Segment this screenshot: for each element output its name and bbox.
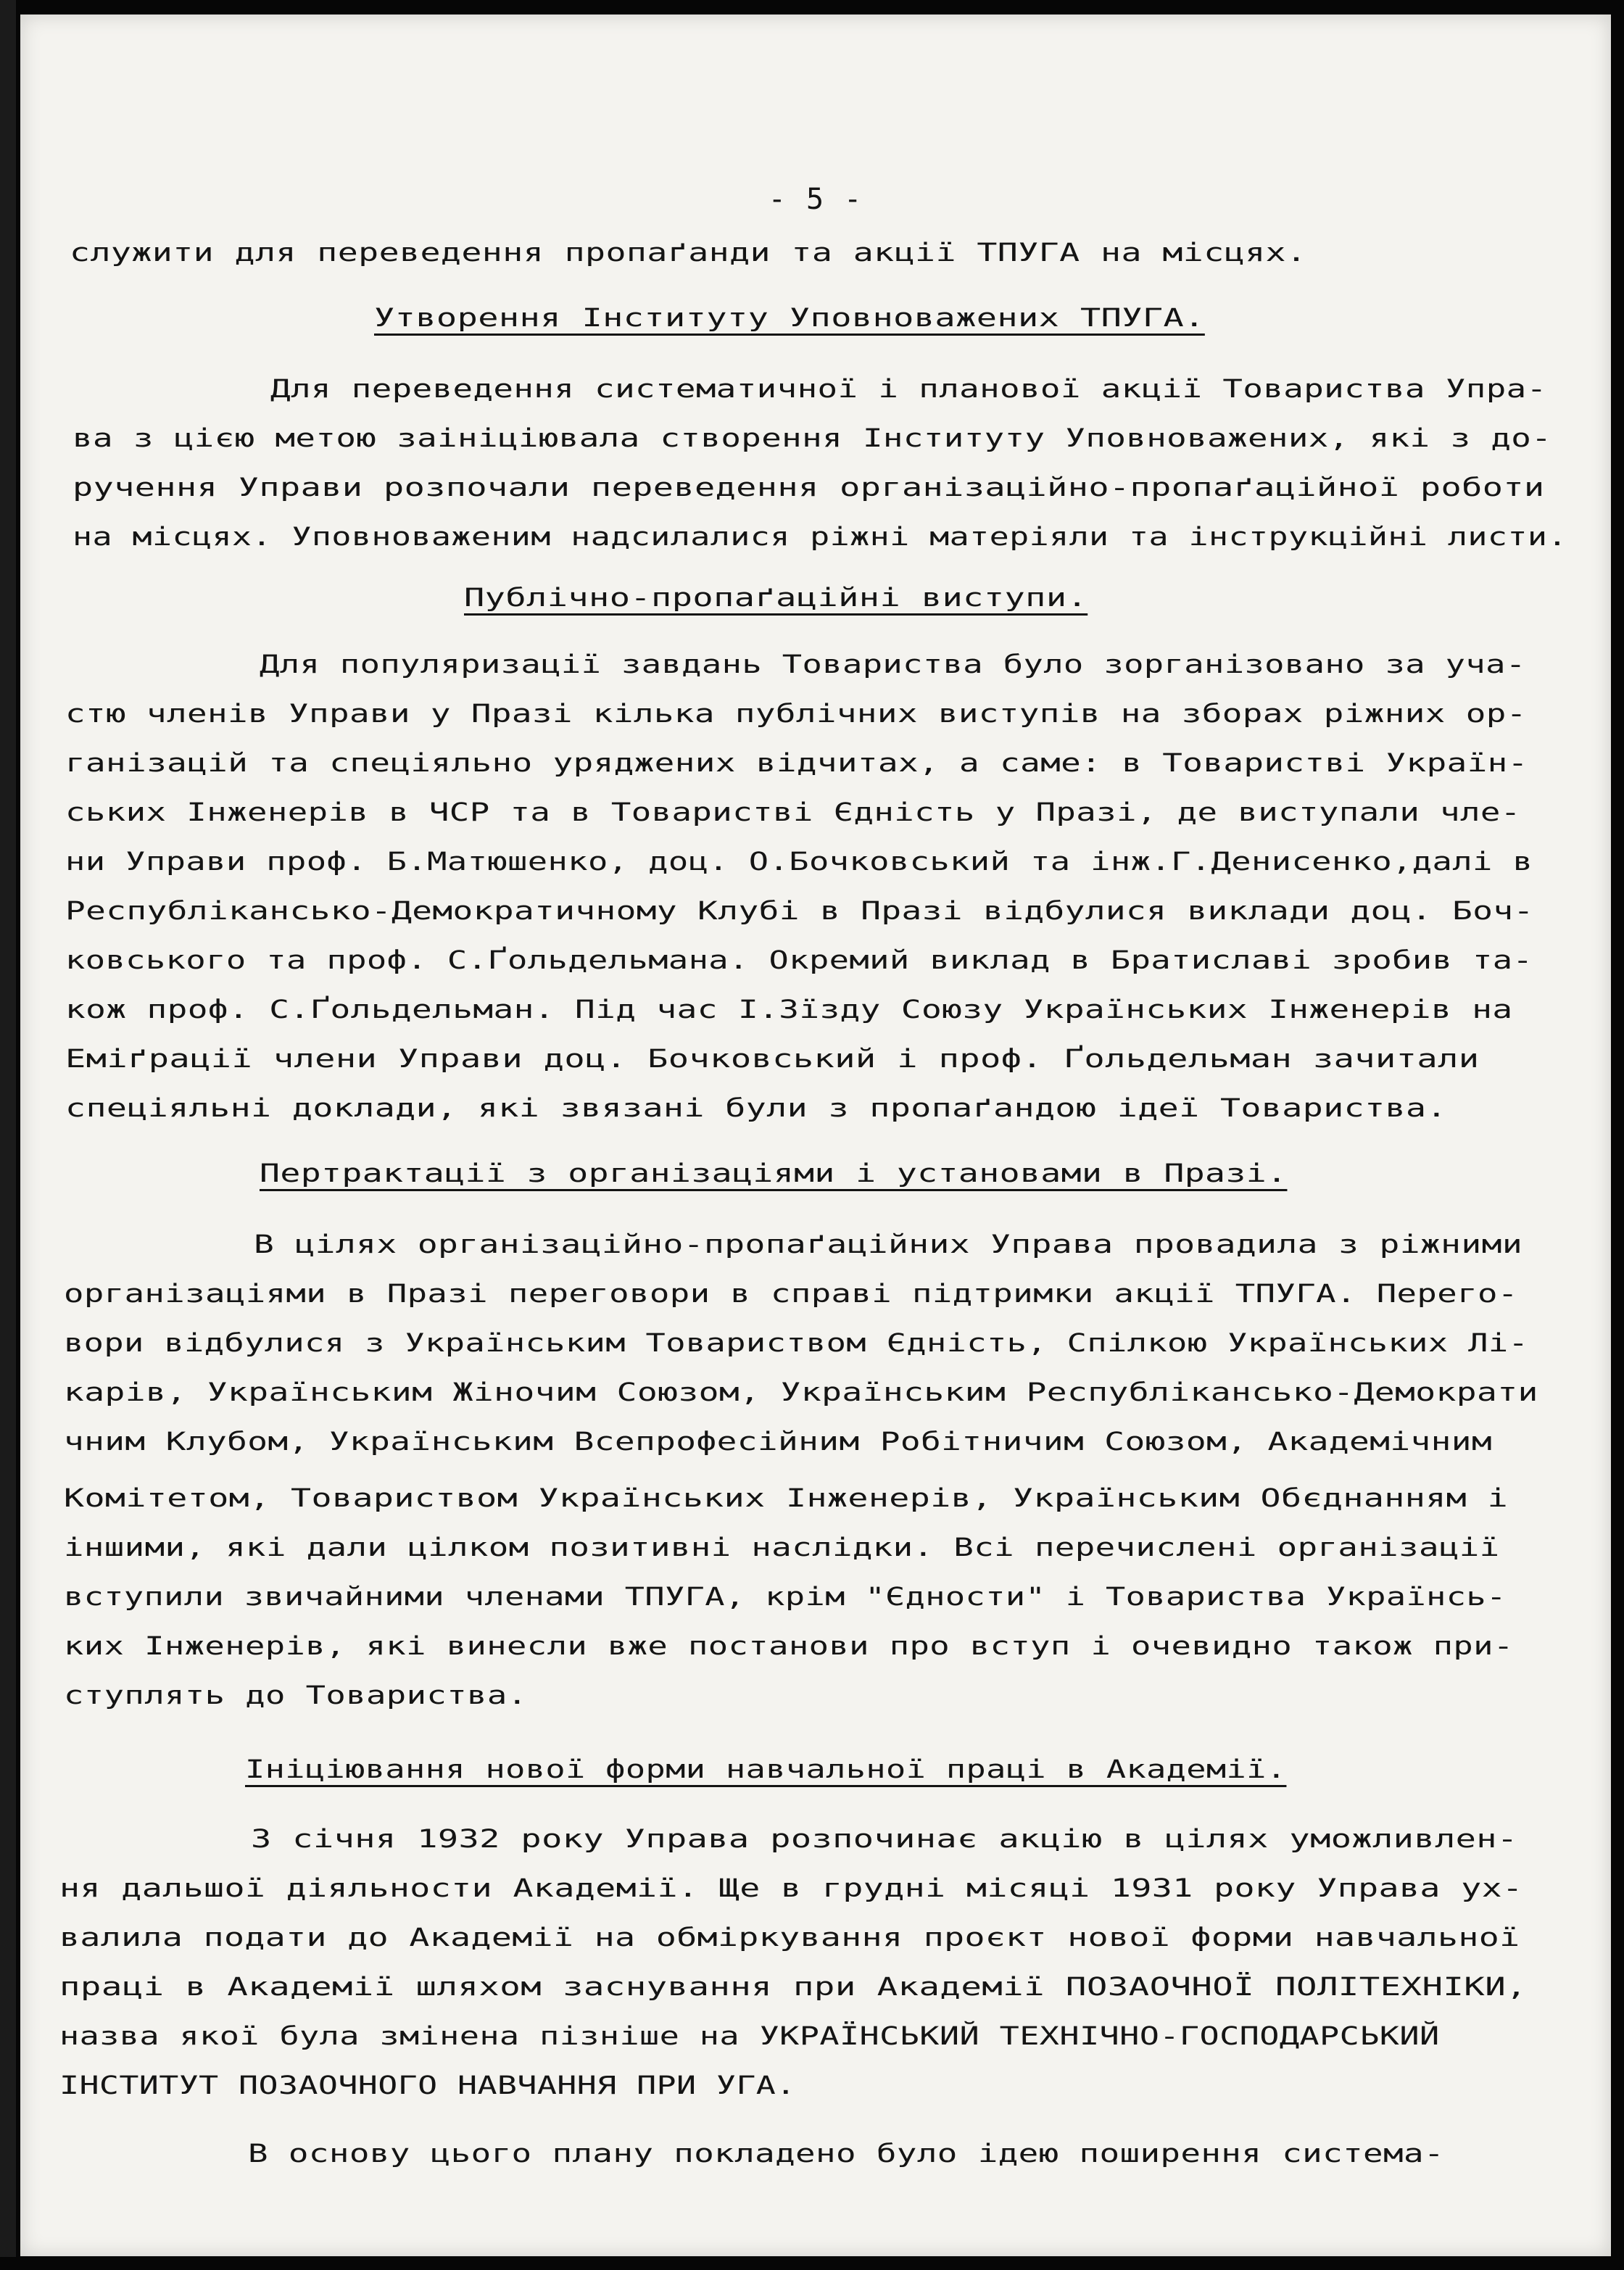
body-line: організаціями в Празі переговори в справі підтримки акції ТПУГА. Перего- [64,1280,1518,1309]
body-line: спеціяльні доклади, які звязані були з пропаґандою ідеї Товариства. [65,1094,1447,1123]
section-heading: Утворення Інституту Уповноважених ТПУГА. [374,304,1205,333]
body-line: В цілях організаційно-пропаґаційних Управа провадила з ріжними [254,1230,1523,1259]
body-line: Для популяризації завдань Товариства було зорганізовано за уча- [260,650,1526,679]
document-page [20,15,1611,2256]
body-line: Еміґрації члени Управи доц. Бочковський і проф. Ґольдельман зачитали [65,1045,1480,1074]
body-line: ня дальшої діяльности Академії. Ще в грудні місяці 1931 року Управа ух- [59,1874,1523,1903]
page-number: - 5 - [768,183,863,216]
body-line: З січня 1932 року Управа розпочинає акцію в цілях уможливлен- [251,1825,1518,1854]
body-line: ганізацій та спеціяльно уряджених відчитах, а саме: в Товаристві Україн- [65,749,1528,778]
body-line: ни Управи проф. Б.Матюшенко, доц. О.Бочковський та інж.Г.Денисенко,далі в [65,848,1533,877]
body-line: іншими, які дали цілком позитивні наслідки. Всі перечислені організації [64,1533,1500,1562]
section-heading: Публічно-пропаґаційні виступи. [464,584,1088,613]
scan-bottom-edge [0,2257,1624,2270]
body-line: ступлять до Товариства. [64,1681,528,1710]
body-line: карів, Українським Жіночим Союзом, Українським Республіканcько-Демократи [64,1378,1538,1407]
body-line: назва якої була змінена пізніше на УКРАЇНСЬКИЙ ТЕХНІЧНО-ГОСПОДАРСЬКИЙ [59,2022,1440,2051]
body-line: ІНСТИТУТ ПОЗАОЧНОГО НАВЧАННЯ ПРИ УГА. [59,2071,796,2100]
body-line: вступили звичайними членами ТПУГА, крім "Єдности" і Товариства Українсь- [64,1583,1507,1612]
body-line: чним Клубом, Українським Всепрофесійним Робітничим Союзом, Академічним [64,1428,1493,1457]
body-line: Для переведення систематичної і планової акції Товариства Упра- [270,375,1547,404]
section-heading: Пертрактації з організаціями і установами в Празі. [260,1159,1288,1188]
body-line: кож проф. С.Ґольдельман. Під час І.Зїзду Союзу Українських Інженерів на [65,995,1513,1024]
body-line: Комітетом, Товариством Українських Інженерів, Українським Обєднанням і [64,1484,1509,1513]
scan-left-edge [0,0,16,2270]
body-line: ких Інженерів, які винесли вже постанови про вступ і очевидно також при- [64,1632,1514,1661]
body-line: Республіканcько-Демократичному Клубі в Празі відбулися виклади доц. Боч- [65,897,1534,926]
body-line: ковського та проф. С.Ґольдельмана. Окремий виклад в Братиславі зробив та- [65,946,1533,975]
body-line: на місцях. Уповноваженим надсилалися ріжні матеріяли та інструкційні листи. [72,523,1567,552]
body-line: вори відбулися з Українським Товариством Єдність, Спілкою Українських Лі- [64,1329,1529,1358]
body-line: ва з цією метою заініціювала створення Інституту Уповноважених, які з до- [72,424,1552,453]
section-heading: Ініціювання нової форми навчальної праці в Академії. [245,1755,1287,1784]
body-line: служити для переведення пропаґанди та акції ТПУГА на місцях. [70,239,1307,268]
body-line: стю членів Управи у Празі кілька публічних виступів на зборах ріжних ор- [65,700,1527,729]
body-line: ручення Управи розпочали переведення організаційно-пропаґаційної роботи [72,473,1545,502]
body-line: валила подати до Академії на обміркування проєкт нової форми навчальної [59,1923,1520,1952]
body-line: праці в Академії шляхом заснування при Академії ПОЗАОЧНОЇ ПОЛІТЕХНІКИ, [59,1973,1528,2002]
body-line: ських Інженерів в ЧСР та в Товаристві Єдність у Празі, де виступали чле- [65,798,1521,827]
body-line: В основу цього плану покладено було ідею поширення система- [248,2139,1444,2168]
